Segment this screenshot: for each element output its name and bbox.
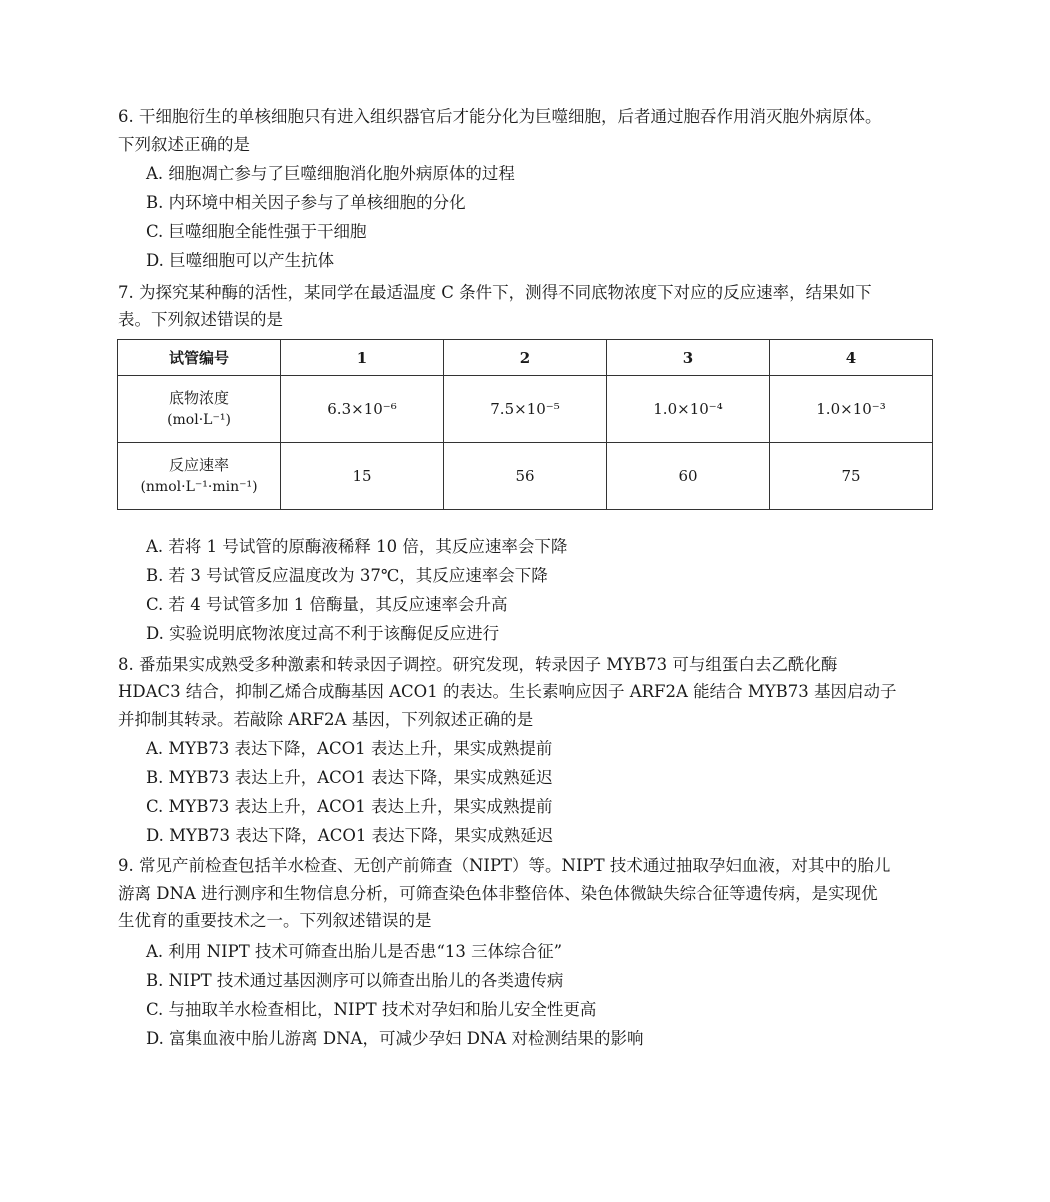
- row-label-name: 底物浓度: [168, 389, 229, 407]
- q9-option-a: A. 利用 NIPT 技术可筛查出胎儿是否患“13 三体综合征”: [146, 942, 563, 961]
- q8-option-a: A. MYB73 表达下降，ACO1 表达上升，果实成熟提前: [146, 739, 553, 758]
- q9-option-b: B. NIPT 技术通过基因测序可以筛查出胎儿的各类遗传病: [146, 971, 564, 990]
- table-cell: 56: [444, 443, 607, 510]
- q8-option-d: D. MYB73 表达下降，ACO1 表达下降，果实成熟延迟: [146, 826, 554, 845]
- q6-option-a: A. 细胞凋亡参与了巨噬细胞消化胞外病原体的过程: [146, 164, 515, 183]
- table-header-cell: 1: [281, 340, 444, 376]
- q9-stem-line1: 9. 常见产前检查包括羊水检查、无创产前筛查（NIPT）等。NIPT 技术通过抽取孕妇血液，对其中的胎儿: [118, 856, 891, 875]
- q6-stem-line2: 下列叙述正确的是: [118, 135, 250, 154]
- row-label-name: 反应速率: [168, 456, 229, 474]
- q7-stem-line1: 7. 为探究某种酶的活性，某同学在最适温度 C 条件下，测得不同底物浓度下对应的反应速率，结果如下: [118, 283, 872, 302]
- table-cell: 60: [607, 443, 770, 510]
- table-cell: 75: [770, 443, 933, 510]
- row-label-cell: [118, 443, 281, 510]
- table-header-row: [118, 340, 933, 376]
- table-row: [118, 443, 933, 510]
- row-label-cell: [118, 376, 281, 443]
- table-header-cell: 3: [607, 340, 770, 376]
- table-header-cell: 2: [444, 340, 607, 376]
- table-cell: 1.0×10⁻⁴: [607, 376, 770, 443]
- q9-option-c: C. 与抽取羊水检查相比，NIPT 技术对孕妇和胎儿安全性更高: [146, 1000, 597, 1019]
- table-cell: 7.5×10⁻⁵: [444, 376, 607, 443]
- enzyme-data-table: [117, 339, 933, 510]
- q8-option-b: B. MYB73 表达上升，ACO1 表达下降，果实成熟延迟: [146, 768, 553, 787]
- table-row: [118, 376, 933, 443]
- q7-stem-line2: 表。下列叙述错误的是: [118, 310, 283, 329]
- q8-stem-line3: 并抑制其转录。若敲除 ARF2A 基因，下列叙述正确的是: [118, 710, 534, 729]
- table-cell: 1.0×10⁻³: [770, 376, 933, 443]
- q7-option-c: C. 若 4 号试管多加 1 倍酶量，其反应速率会升高: [146, 595, 508, 614]
- table-cell: 15: [281, 443, 444, 510]
- table-header-cell: 试管编号: [118, 340, 281, 376]
- q9-option-d: D. 富集血液中胎儿游离 DNA，可减少孕妇 DNA 对检测结果的影响: [146, 1029, 644, 1048]
- q8-option-c: C. MYB73 表达上升，ACO1 表达上升，果实成熟提前: [146, 797, 553, 816]
- q6-stem-line1: 6. 干细胞衍生的单核细胞只有进入组织器官后才能分化为巨噬细胞，后者通过胞吞作用消灭胞外病原体。: [118, 107, 882, 126]
- q6-option-b: B. 内环境中相关因子参与了单核细胞的分化: [146, 193, 466, 212]
- row-label-unit: (nmol·L⁻¹·min⁻¹): [140, 479, 258, 495]
- q6-option-c: C. 巨噬细胞全能性强于干细胞: [146, 222, 367, 241]
- row-label-unit: (mol·L⁻¹): [167, 412, 231, 428]
- q8-stem-line2: HDAC3 结合，抑制乙烯合成酶基因 ACO1 的表达。生长素响应因子 ARF2A 能结合 MYB73 基因启动子: [118, 682, 897, 701]
- q9-stem-line3: 生优育的重要技术之一。下列叙述错误的是: [118, 911, 432, 930]
- q6-option-d: D. 巨噬细胞可以产生抗体: [146, 251, 335, 270]
- q7-option-d: D. 实验说明底物浓度过高不利于该酶促反应进行: [146, 624, 500, 643]
- q7-option-a: A. 若将 1 号试管的原酶液稀释 10 倍，其反应速率会下降: [146, 537, 568, 556]
- table-cell: 6.3×10⁻⁶: [281, 376, 444, 443]
- q7-option-b: B. 若 3 号试管反应温度改为 37℃，其反应速率会下降: [146, 566, 548, 585]
- q9-stem-line2: 游离 DNA 进行测序和生物信息分析，可筛查染色体非整倍体、染色体微缺失综合征等遗传病，是实现优: [118, 884, 878, 903]
- table-header-cell: 4: [770, 340, 933, 376]
- q8-stem-line1: 8. 番茄果实成熟受多种激素和转录因子调控。研究发现，转录因子 MYB73 可与组蛋白去乙酰化酶: [118, 655, 838, 674]
